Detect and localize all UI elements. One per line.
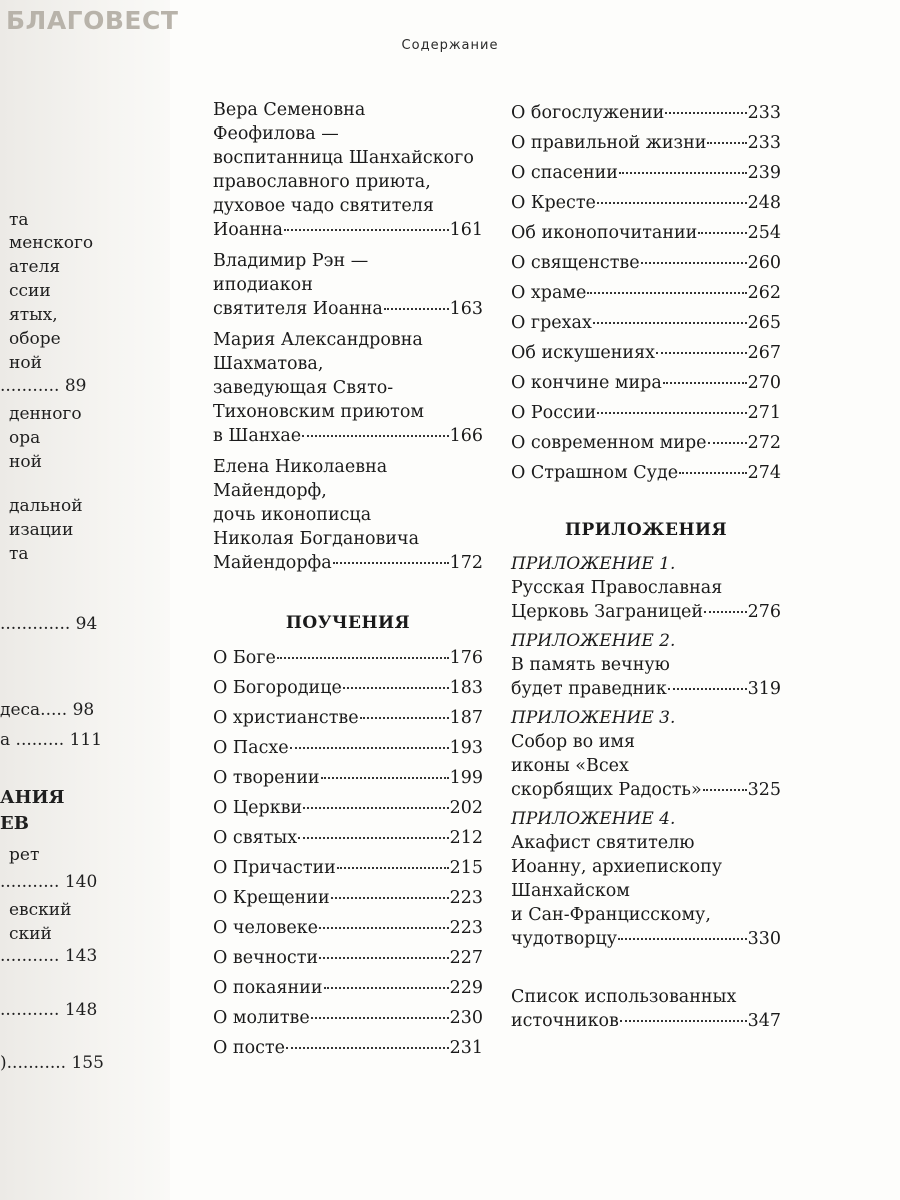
- toc-column-2: [511, 98, 781, 1033]
- dot-leader: [704, 611, 747, 613]
- toc-line: [511, 428, 781, 458]
- entry-title: О Страшном Суде: [511, 463, 679, 483]
- section-heading-appendices: ПРИЛОЖЕНИЯ: [564, 520, 728, 540]
- left-page-text-fragment: менского: [9, 233, 94, 253]
- entry-title-line: воспитанница Шанхайского: [213, 148, 474, 168]
- dot-leader: [707, 142, 746, 144]
- dot-leader: [656, 352, 747, 354]
- dot-leader: [679, 472, 747, 474]
- entry-title-line: Шанхайском: [511, 881, 630, 901]
- appendix-entry: [511, 706, 781, 802]
- left-page-text-fragment: ной: [9, 353, 42, 373]
- dot-leader: [324, 987, 449, 989]
- entry-title: О грехах: [511, 313, 592, 333]
- bio-entry: [213, 328, 483, 448]
- dot-leader: [641, 262, 747, 264]
- toc-line: [213, 853, 483, 883]
- entry-title: О спасении: [511, 163, 618, 183]
- page-number: 254: [747, 223, 781, 243]
- left-page-text-fragment: деса..... 98: [0, 700, 95, 720]
- dot-leader: [663, 382, 747, 384]
- left-page-text-fragment: ............. 94: [0, 614, 98, 634]
- page-number: 166: [449, 426, 483, 446]
- entry-title-line: и Сан-Франциcскому,: [511, 905, 711, 925]
- watermark-logo: БЛАГОВЕСТ: [6, 6, 179, 35]
- entry-title-line: Список использованных: [511, 987, 737, 1007]
- toc-line: [213, 551, 483, 575]
- entry-title: Иоанна: [213, 220, 283, 240]
- entry-title: О святых: [213, 828, 298, 848]
- toc-line: [511, 368, 781, 398]
- toc-line: [213, 643, 483, 673]
- bio-entry: [213, 249, 483, 321]
- toc-line: [213, 793, 483, 823]
- toc-line: [511, 600, 781, 624]
- section-heading-teachings: ПОУЧЕНИЯ: [285, 613, 411, 633]
- left-page-text-fragment: а ......... 111: [0, 730, 103, 750]
- entry-title-line: Елена Николаевна: [213, 457, 388, 477]
- entry-title-line: Иоанну, архиепископу: [511, 857, 723, 877]
- page-number: 248: [747, 193, 781, 213]
- appendix-label: ПРИЛОЖЕНИЕ 3.: [511, 708, 676, 728]
- left-page-text-fragment: ателя: [9, 257, 61, 277]
- entry-title-line: Собор во имя: [511, 732, 636, 752]
- appendix-entry: [511, 629, 781, 701]
- dot-leader: [302, 435, 448, 437]
- entry-title-line: заведующая Свято-: [213, 378, 394, 398]
- dot-leader: [319, 957, 449, 959]
- dot-leader: [311, 1017, 449, 1019]
- entry-title: О России: [511, 403, 597, 423]
- entry-title-line: Феофилова —: [213, 124, 339, 144]
- dot-leader: [597, 412, 746, 414]
- page-number: 267: [747, 343, 781, 363]
- entry-title: будет праведник: [511, 679, 667, 699]
- entry-title: в Шанхае: [213, 426, 302, 446]
- entry-title: О Пасхе: [213, 738, 289, 758]
- entry-title: О богослужении: [511, 103, 665, 123]
- dot-leader: [668, 688, 747, 690]
- dot-leader: [619, 172, 747, 174]
- entry-title: О Богородице: [213, 678, 342, 698]
- toc-line: [213, 297, 483, 321]
- entry-title: чудотворцу: [511, 929, 617, 949]
- entry-title-line: Николая Богдановича: [213, 529, 420, 549]
- page-number: 193: [449, 738, 483, 758]
- appendix-entry: [511, 807, 781, 951]
- toc-line: [511, 458, 781, 488]
- toc-line: [213, 1033, 483, 1063]
- bio-entry: [213, 455, 483, 575]
- toc-column-1: [213, 98, 483, 1063]
- left-page-text-fragment: евский: [9, 900, 72, 920]
- dot-leader: [593, 322, 747, 324]
- page-number: 272: [747, 433, 781, 453]
- dot-leader: [337, 867, 449, 869]
- left-page-text-fragment: дальной: [9, 496, 83, 516]
- toc-line: [213, 883, 483, 913]
- entry-title-line: Вера Семеновна: [213, 100, 366, 120]
- dot-leader: [360, 717, 449, 719]
- left-page-text-fragment: ........... 143: [0, 946, 98, 966]
- page-number: 325: [747, 780, 781, 800]
- dot-leader: [708, 442, 747, 444]
- page-number: 212: [449, 828, 483, 848]
- dot-leader: [298, 837, 449, 839]
- entry-title: Об искушениях: [511, 343, 656, 363]
- left-page-text-fragment: ссии: [9, 281, 51, 301]
- page-number: 233: [747, 133, 781, 153]
- page-number: 230: [449, 1008, 483, 1028]
- toc-line: [511, 338, 781, 368]
- entry-title: О человеке: [213, 918, 318, 938]
- dot-leader: [290, 747, 449, 749]
- entry-title: Майендорфа: [213, 553, 332, 573]
- toc-line: [213, 733, 483, 763]
- left-page-text-fragment: АНИЯ: [0, 787, 65, 808]
- dot-leader: [331, 897, 449, 899]
- toc-line: [511, 248, 781, 278]
- entry-title-line: Владимир Рэн —: [213, 251, 369, 271]
- toc-line: [511, 1009, 781, 1033]
- left-page-text-fragment: рет: [9, 845, 40, 865]
- toc-line: [511, 927, 781, 951]
- page-number: 265: [747, 313, 781, 333]
- page-number: 161: [449, 220, 483, 240]
- entry-title: О творении: [213, 768, 320, 788]
- appendix-label: ПРИЛОЖЕНИЕ 2.: [511, 631, 676, 651]
- entry-title-line: дочь иконописца: [213, 505, 372, 525]
- page-number: 199: [449, 768, 483, 788]
- dot-leader: [319, 927, 449, 929]
- entry-title: скорбящих Радость»: [511, 780, 702, 800]
- entry-title: О молитве: [213, 1008, 310, 1028]
- dot-leader: [303, 807, 448, 809]
- page-number: 271: [747, 403, 781, 423]
- toc-line: [511, 677, 781, 701]
- dot-leader: [286, 1047, 449, 1049]
- page-number: 223: [449, 918, 483, 938]
- dot-leader: [703, 789, 747, 791]
- toc-line: [511, 778, 781, 802]
- left-page-text-fragment: та: [9, 210, 29, 230]
- entry-title-line: Тихоновским приютом: [213, 402, 424, 422]
- entry-title-line: Майендорф,: [213, 481, 327, 501]
- page-number: 270: [747, 373, 781, 393]
- entry-title: О Боге: [213, 648, 276, 668]
- page-number: 274: [747, 463, 781, 483]
- toc-line: [213, 763, 483, 793]
- page-number: 202: [449, 798, 483, 818]
- toc-line: [213, 943, 483, 973]
- left-page-text-fragment: та: [9, 544, 29, 564]
- entry-title-line: Шахматова,: [213, 354, 324, 374]
- dot-leader: [618, 938, 747, 940]
- entry-title: святителя Иоанна: [213, 299, 383, 319]
- toc-line: [511, 398, 781, 428]
- page-number: 163: [449, 299, 483, 319]
- page-number: 187: [449, 708, 483, 728]
- left-page-fragments: [0, 0, 120, 1200]
- left-page-text-fragment: ора: [9, 428, 41, 448]
- toc-line: [213, 673, 483, 703]
- entry-title: О Кресте: [511, 193, 596, 213]
- toc-line: [213, 973, 483, 1003]
- appendix-label: ПРИЛОЖЕНИЕ 1.: [511, 554, 676, 574]
- left-page-text-fragment: ЕВ: [0, 813, 29, 834]
- left-page-text-fragment: ной: [9, 452, 42, 472]
- toc-line: [511, 98, 781, 128]
- dot-leader: [587, 292, 746, 294]
- entry-title-line: Акафист святителю: [511, 833, 695, 853]
- toc-line: [213, 913, 483, 943]
- dot-leader: [597, 202, 747, 204]
- entry-title: О Крещении: [213, 888, 330, 908]
- dot-leader: [343, 687, 449, 689]
- page-number: 183: [449, 678, 483, 698]
- toc-line: [511, 218, 781, 248]
- toc-line: [511, 278, 781, 308]
- entry-title: источников: [511, 1011, 619, 1031]
- page-number: 276: [747, 602, 781, 622]
- dot-leader: [665, 112, 746, 114]
- left-page-text-fragment: ........... 89: [0, 376, 87, 396]
- dot-leader: [333, 562, 449, 564]
- page-number: 223: [449, 888, 483, 908]
- page-number: 229: [449, 978, 483, 998]
- bio-entry: [213, 98, 483, 242]
- dot-leader: [384, 308, 449, 310]
- entry-title: О храме: [511, 283, 587, 303]
- entry-title: О христианстве: [213, 708, 359, 728]
- page-number: 172: [449, 553, 483, 573]
- toc-line: [511, 188, 781, 218]
- entry-title: О кончине мира: [511, 373, 662, 393]
- entry-title: О священстве: [511, 253, 640, 273]
- entry-title-line: Мария Александровна: [213, 330, 423, 350]
- entry-title: Церковь Заграницей: [511, 602, 703, 622]
- left-page-text-fragment: оборе: [9, 329, 61, 349]
- toc-line: [213, 703, 483, 733]
- entry-title: Об иконопочитании: [511, 223, 698, 243]
- dot-leader: [284, 229, 449, 231]
- dot-leader: [620, 1020, 747, 1022]
- page-number: 233: [747, 103, 781, 123]
- page-number: 330: [747, 929, 781, 949]
- left-page-text-fragment: ........... 140: [0, 872, 98, 892]
- toc-line: [213, 424, 483, 448]
- running-head: Содержание: [401, 38, 499, 53]
- left-page-text-fragment: ........... 148: [0, 1000, 98, 1020]
- entry-title: О вечности: [213, 948, 319, 968]
- toc-line: [213, 1003, 483, 1033]
- entry-title: О Церкви: [213, 798, 303, 818]
- entry-title-line: Русская Православная: [511, 578, 723, 598]
- page-number: 319: [747, 679, 781, 699]
- page-number: 239: [747, 163, 781, 183]
- left-page-text-fragment: ский: [9, 924, 52, 944]
- dot-leader: [277, 657, 449, 659]
- entry-title-line: иподиакон: [213, 275, 313, 295]
- toc-line: [511, 158, 781, 188]
- page-number: 262: [747, 283, 781, 303]
- page-number: 227: [449, 948, 483, 968]
- sources-entry: [511, 985, 781, 1033]
- page-number: 260: [747, 253, 781, 273]
- toc-line: [213, 218, 483, 242]
- left-page-text-fragment: ятых,: [9, 305, 58, 325]
- entry-title: О современном мире: [511, 433, 707, 453]
- page-number: 347: [747, 1011, 781, 1031]
- toc-line: [511, 308, 781, 338]
- toc-line: [213, 823, 483, 853]
- toc-line: [511, 128, 781, 158]
- entry-title: О Причастии: [213, 858, 336, 878]
- page-number: 231: [449, 1038, 483, 1058]
- entry-title-line: иконы «Всех: [511, 756, 629, 776]
- page-number: 215: [449, 858, 483, 878]
- entry-title: О покаянии: [213, 978, 323, 998]
- entry-title: О правильной жизни: [511, 133, 707, 153]
- page-number: 176: [449, 648, 483, 668]
- entry-title-line: В память вечную: [511, 655, 670, 675]
- left-page-text-fragment: денного: [9, 404, 82, 424]
- left-page-text-fragment: изации: [9, 520, 74, 540]
- appendix-label: ПРИЛОЖЕНИЕ 4.: [511, 809, 676, 829]
- dot-leader: [321, 777, 449, 779]
- dot-leader: [698, 232, 746, 234]
- appendix-entry: [511, 552, 781, 624]
- left-page-text-fragment: )........... 155: [0, 1053, 104, 1073]
- entry-title-line: духовое чадо святителя: [213, 196, 434, 216]
- entry-title: О посте: [213, 1038, 285, 1058]
- entry-title-line: православного приюта,: [213, 172, 431, 192]
